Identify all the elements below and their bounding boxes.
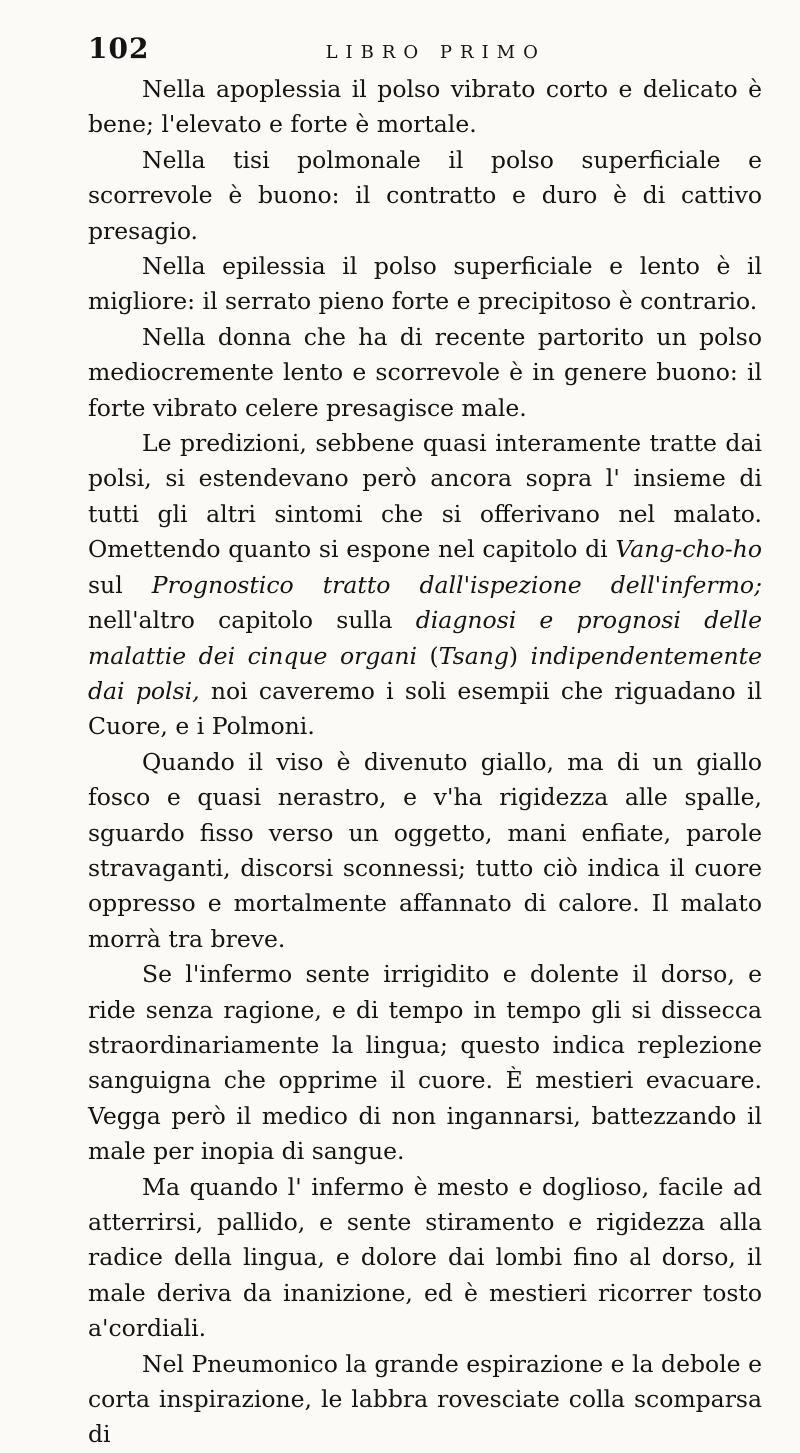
- paragraph-tisi: Nella tisi polmonale il polso superficiale e scorrevole è buono: il contratto e duro è di cattivo presagio.: [88, 145, 762, 245]
- italic-run: Prognostico tratto dall'ispezione dell'infermo;: [151, 570, 762, 599]
- running-head: LIBRO PRIMO: [325, 42, 546, 63]
- page-number: 102: [88, 32, 150, 65]
- italic-run: indipendentemente dai polsi,: [88, 641, 762, 705]
- text-run: ): [508, 641, 531, 670]
- paragraph-donna: Nella donna che ha di recente partorito un polso mediocremente lento e scorrevole è in genere buono: il forte vibrato celere presagisce male.: [88, 322, 762, 422]
- text-run: sul: [88, 570, 152, 599]
- text-run: noi caveremo i soli esempii che riguadano il Cuore, e i Polmoni.: [88, 676, 762, 741]
- paragraph-mesto: Ma quando l' infermo è mesto e doglioso, facile ad atterrirsi, pallido, e sente stiramento e rigidezza alla radice della lingua, e dolore dai lombi fino al dorso, il male deriva da inanizione, ed è mestieri ricorrer tosto a'cordiali.: [88, 1172, 762, 1343]
- paragraph-dorso: Se l'infermo sente irrigidito e dolente il dorso, e ride senza ragione, e di tempo in tempo gli si dissecca straordinariamente la lingua; questo indica replezione sanguigna che opprime il cuore. È mestieri evacuare. Vegga però il medico di non ingannarsi, battezzando il male per inopia di sangue.: [88, 960, 762, 1166]
- text-run: (: [417, 641, 439, 670]
- italic-run: Vang-cho-ho: [615, 535, 762, 564]
- body-text: [88, 72, 762, 1453]
- text-run: nell'altro capitolo sulla: [88, 606, 416, 635]
- page-header: [88, 32, 762, 72]
- paragraph-pneumonico: Nel Pneumonico la grande espirazione e la debole e corta inspirazione, le labbra rovesciate colla scomparsa di: [88, 1349, 762, 1449]
- paragraph-epilessia: Nella epilessia il polso superficiale e lento è il migliore: il serrato pieno forte e precipitoso è contrario.: [88, 252, 762, 316]
- paragraph-viso-giallo: Quando il viso è divenuto giallo, ma di un giallo fosco e quasi nerastro, e v'ha rigidezza alle spalle, sguardo fisso verso un oggetto, mani enfiate, parole stravaganti, discorsi sconnessi; tutto ciò indica il cuore oppresso e mortalmente affannato di calore. Il malato morrà tra breve.: [88, 747, 762, 953]
- text-run: Le predizioni, sebbene quasi interamente tratte dai polsi, si estendevano però ancora sopra l' insieme di tutti gli altri sintomi che si offerivano nel malato. Omettendo quanto si espone nel capitolo di: [88, 429, 762, 564]
- paragraph-predizioni: [88, 426, 762, 745]
- italic-run: diagnosi e prognosi delle malattie dei cinque organi: [88, 606, 762, 670]
- italic-run: Tsang: [438, 641, 509, 670]
- paragraph-apoplessia: Nella apoplessia il polso vibrato corto e delicato è bene; l'elevato e forte è mortale.: [88, 75, 762, 139]
